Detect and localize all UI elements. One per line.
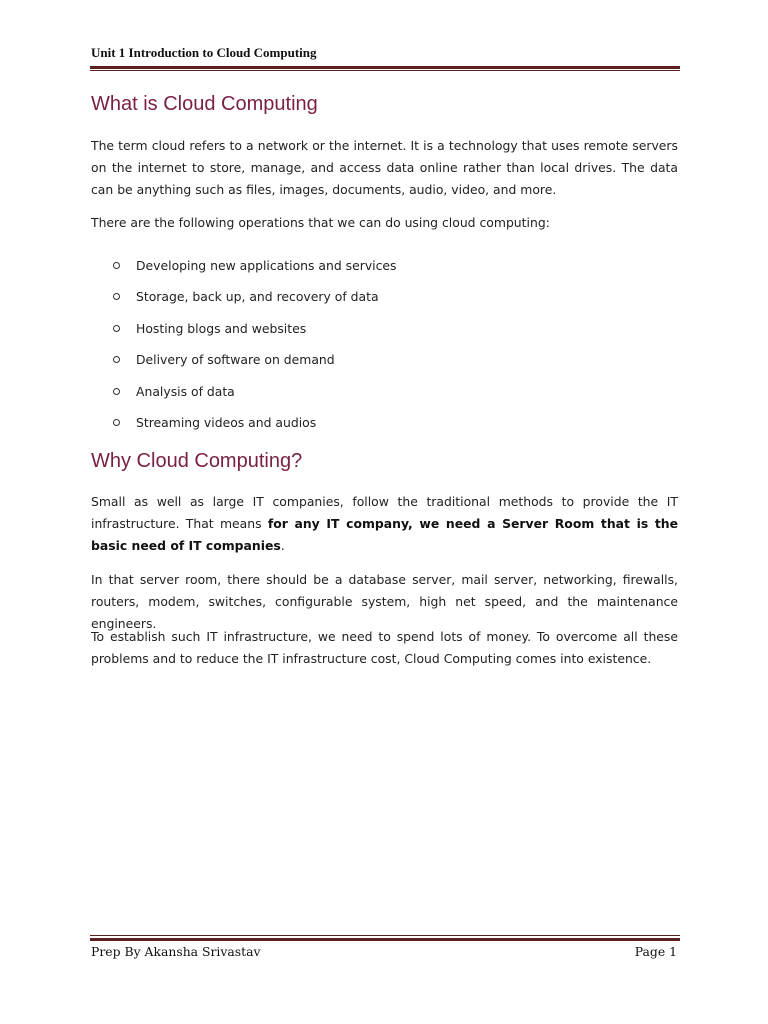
section1-paragraph-2: There are the following operations that we can do using cloud computing: [91, 215, 550, 230]
list-item [113, 350, 397, 381]
list-item-text: Hosting blogs and websites [136, 320, 307, 336]
section2-paragraph-3: To establish such IT infrastructure, we need to spend lots of money. To overcome all these problems and to reduce the IT infrastructure cost, Cloud Computing comes into existence. [91, 629, 678, 666]
section-heading-what-is-cloud: What is Cloud Computing [91, 93, 318, 115]
footer-rule-thin [90, 935, 680, 936]
bullet-circle-icon [113, 325, 120, 332]
header-rule-thick [90, 66, 680, 69]
bullet-circle-icon [113, 356, 120, 363]
list-item-text: Developing new applications and services [136, 258, 397, 273]
bullet-circle-icon [113, 388, 120, 395]
operations-list [113, 256, 397, 444]
list-item [113, 319, 397, 350]
paragraph-bold-text: for any IT company, we need a Server Room that is the basic need of IT companies [91, 516, 679, 553]
footer-rule-thick [90, 938, 680, 941]
list-item [113, 413, 397, 444]
bullet-circle-icon [113, 293, 120, 300]
paragraph-text: Small as well as large IT companies, follow the traditional methods to provide the IT infrastructure. That means [91, 494, 678, 531]
list-item-text: Storage, back up, and recovery of data [136, 289, 379, 305]
list-item-text: Delivery of software on demand [136, 352, 335, 368]
section2-paragraph-2: In that server room, there should be a database server, mail server, networking, firewalls, routers, modem, switches, configurable system, high net speed, and the maintenance engineers. [91, 572, 678, 631]
footer-author: Prep By Akansha Srivastav [91, 944, 261, 959]
list-item [113, 287, 397, 318]
list-item-text: Analysis of data [136, 383, 235, 399]
section-heading-why-cloud: Why Cloud Computing? [91, 450, 303, 472]
list-item [113, 382, 397, 413]
paragraph-text-end: . [280, 538, 285, 553]
section1-paragraph-1: The term cloud refers to a network or the internet. It is a technology that uses remote servers on the internet to store, manage, and access data online rather than local drives. The data can be anything such as files, images, documents, audio, video, and more. [91, 138, 678, 197]
bullet-circle-icon [113, 419, 120, 426]
header-rule-thin [90, 70, 680, 71]
list-item-text: Streaming videos and audios [136, 414, 317, 430]
section2-paragraph-1 [91, 491, 678, 557]
list-item [113, 256, 397, 287]
page-header-title: Unit 1 Introduction to Cloud Computing [91, 45, 317, 60]
footer-page-number: Page 1 [634, 944, 677, 959]
bullet-circle-icon [113, 262, 120, 269]
